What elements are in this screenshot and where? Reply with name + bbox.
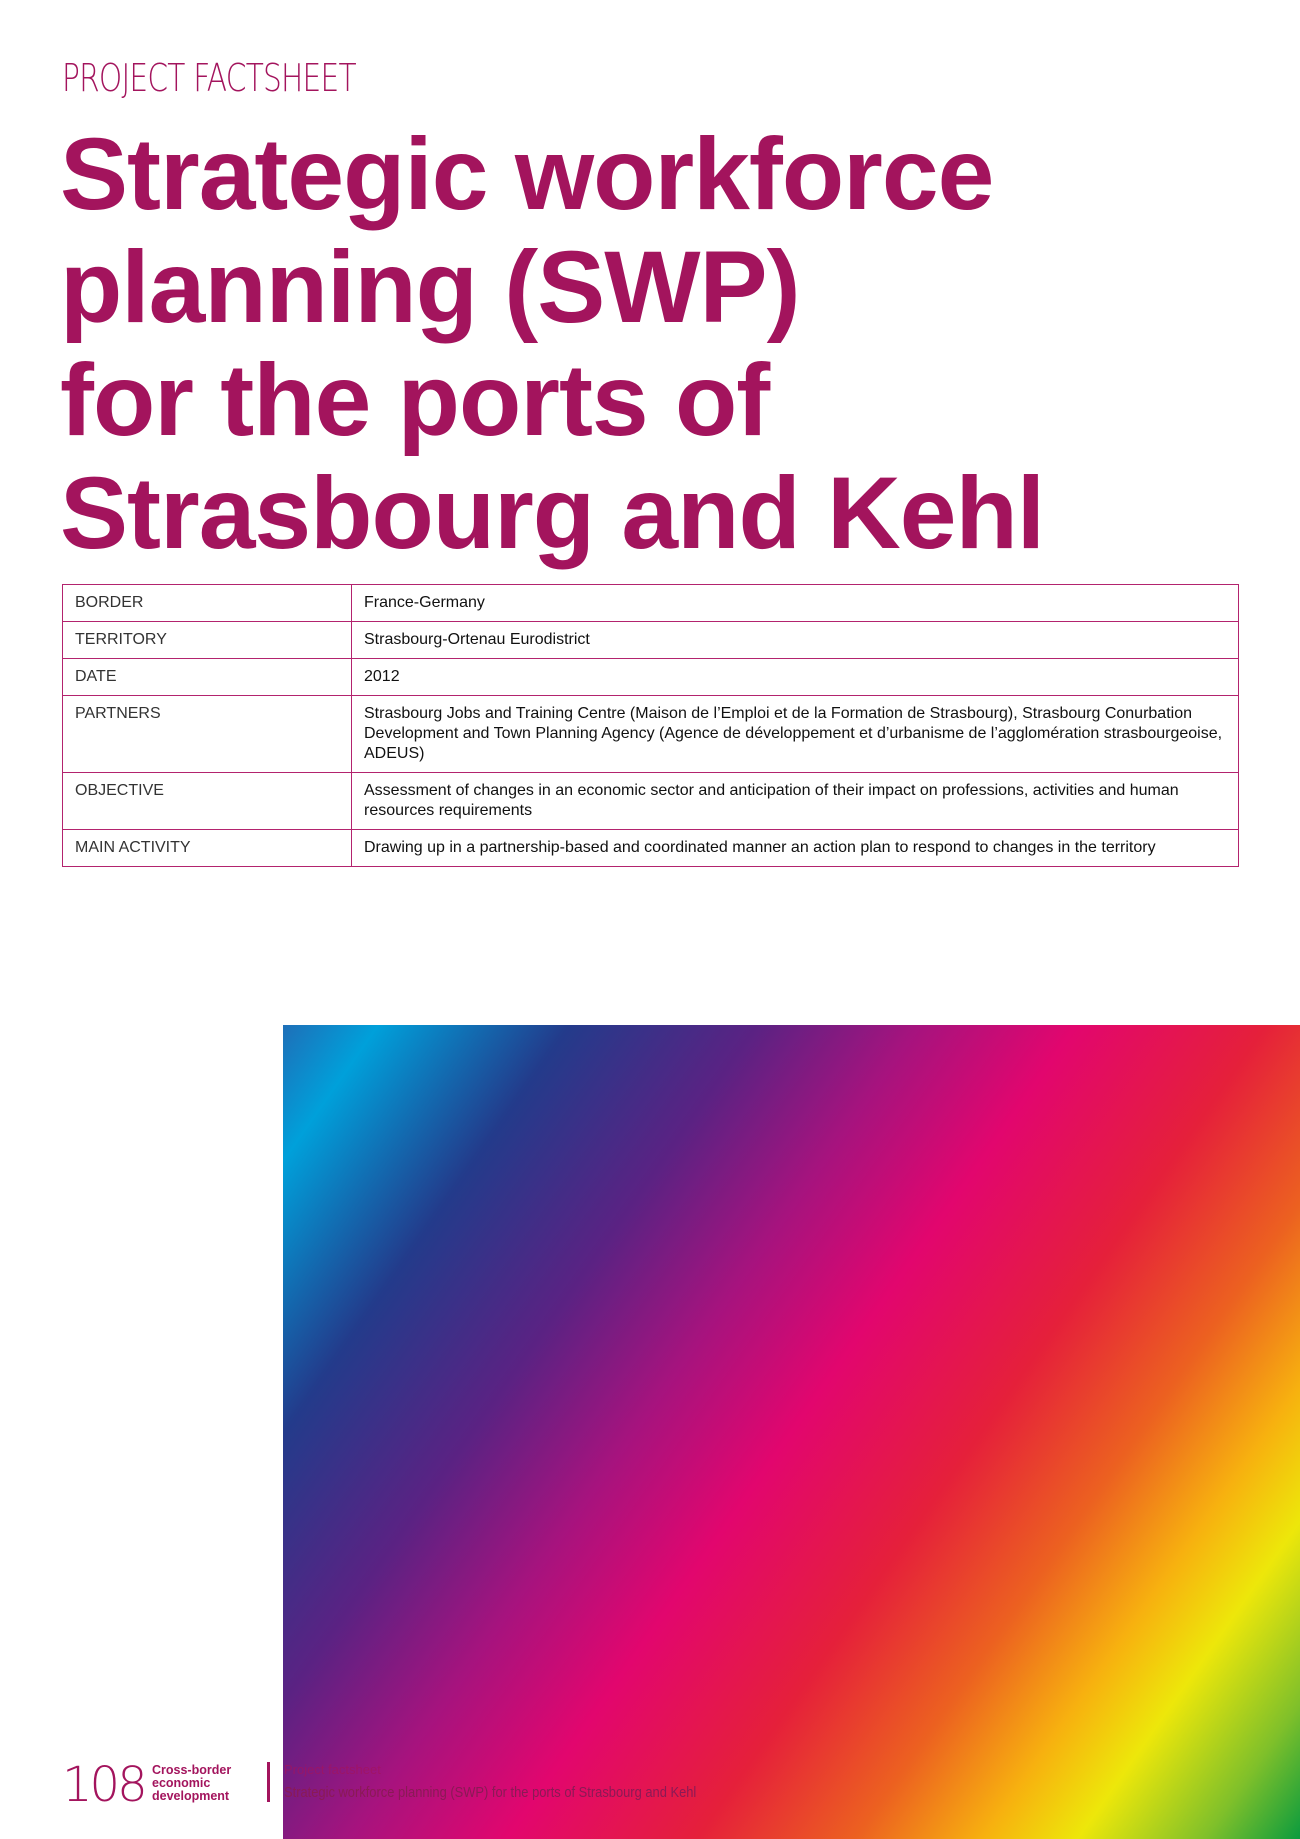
title-line: Strasbourg and Kehl: [60, 456, 1045, 570]
title-line: Strategic workforce: [60, 117, 994, 231]
footer-kicker: Project factsheet: [284, 1762, 381, 1777]
row-label: MAIN ACTIVITY: [63, 830, 352, 867]
table-row: [63, 830, 1239, 867]
row-value: Assessment of changes in an economic sector and anticipation of their impact on professions, activities and human resources requirements: [352, 773, 1239, 830]
row-value: Drawing up in a partnership-based and coordinated manner an action plan to respond to changes in the territory: [352, 830, 1239, 867]
document-kicker: PROJECT FACTSHEET: [62, 56, 356, 100]
section-name: [152, 1764, 231, 1803]
footer-divider: [267, 1762, 270, 1802]
section-line: Cross-border: [152, 1763, 232, 1777]
table-row: [63, 622, 1239, 659]
title-line: planning (SWP): [60, 230, 800, 344]
row-value: 2012: [352, 659, 1239, 696]
table-row: [63, 659, 1239, 696]
row-label: PARTNERS: [63, 696, 352, 773]
document-title: [60, 118, 1260, 570]
factsheet-table: [62, 584, 1239, 867]
row-label: BORDER: [63, 585, 352, 622]
table-row: [63, 585, 1239, 622]
row-value: France-Germany: [352, 585, 1239, 622]
table-row: [63, 696, 1239, 773]
row-label: DATE: [63, 659, 352, 696]
page-number: 108: [62, 1757, 145, 1813]
footer-title: Strategic workforce planning (SWP) for the ports of Strasbourg and Kehl: [284, 1784, 697, 1801]
section-line: development: [152, 1789, 230, 1803]
row-value: Strasbourg-Ortenau Eurodistrict: [352, 622, 1239, 659]
row-label: TERRITORY: [63, 622, 352, 659]
rainbow-gradient-image: [283, 1025, 1300, 1839]
title-line: for the ports of: [60, 343, 770, 457]
row-label: OBJECTIVE: [63, 773, 352, 830]
row-value: Strasbourg Jobs and Training Centre (Maison de l’Emploi et de la Formation de Strasbourg), Strasbourg Conurbation Development and Town Planning Agency (Agence de développement et d’urbanisme de l’agglomération strasbourgeoise, ADEUS): [352, 696, 1239, 773]
table-row: [63, 773, 1239, 830]
section-line: economic: [152, 1776, 211, 1790]
